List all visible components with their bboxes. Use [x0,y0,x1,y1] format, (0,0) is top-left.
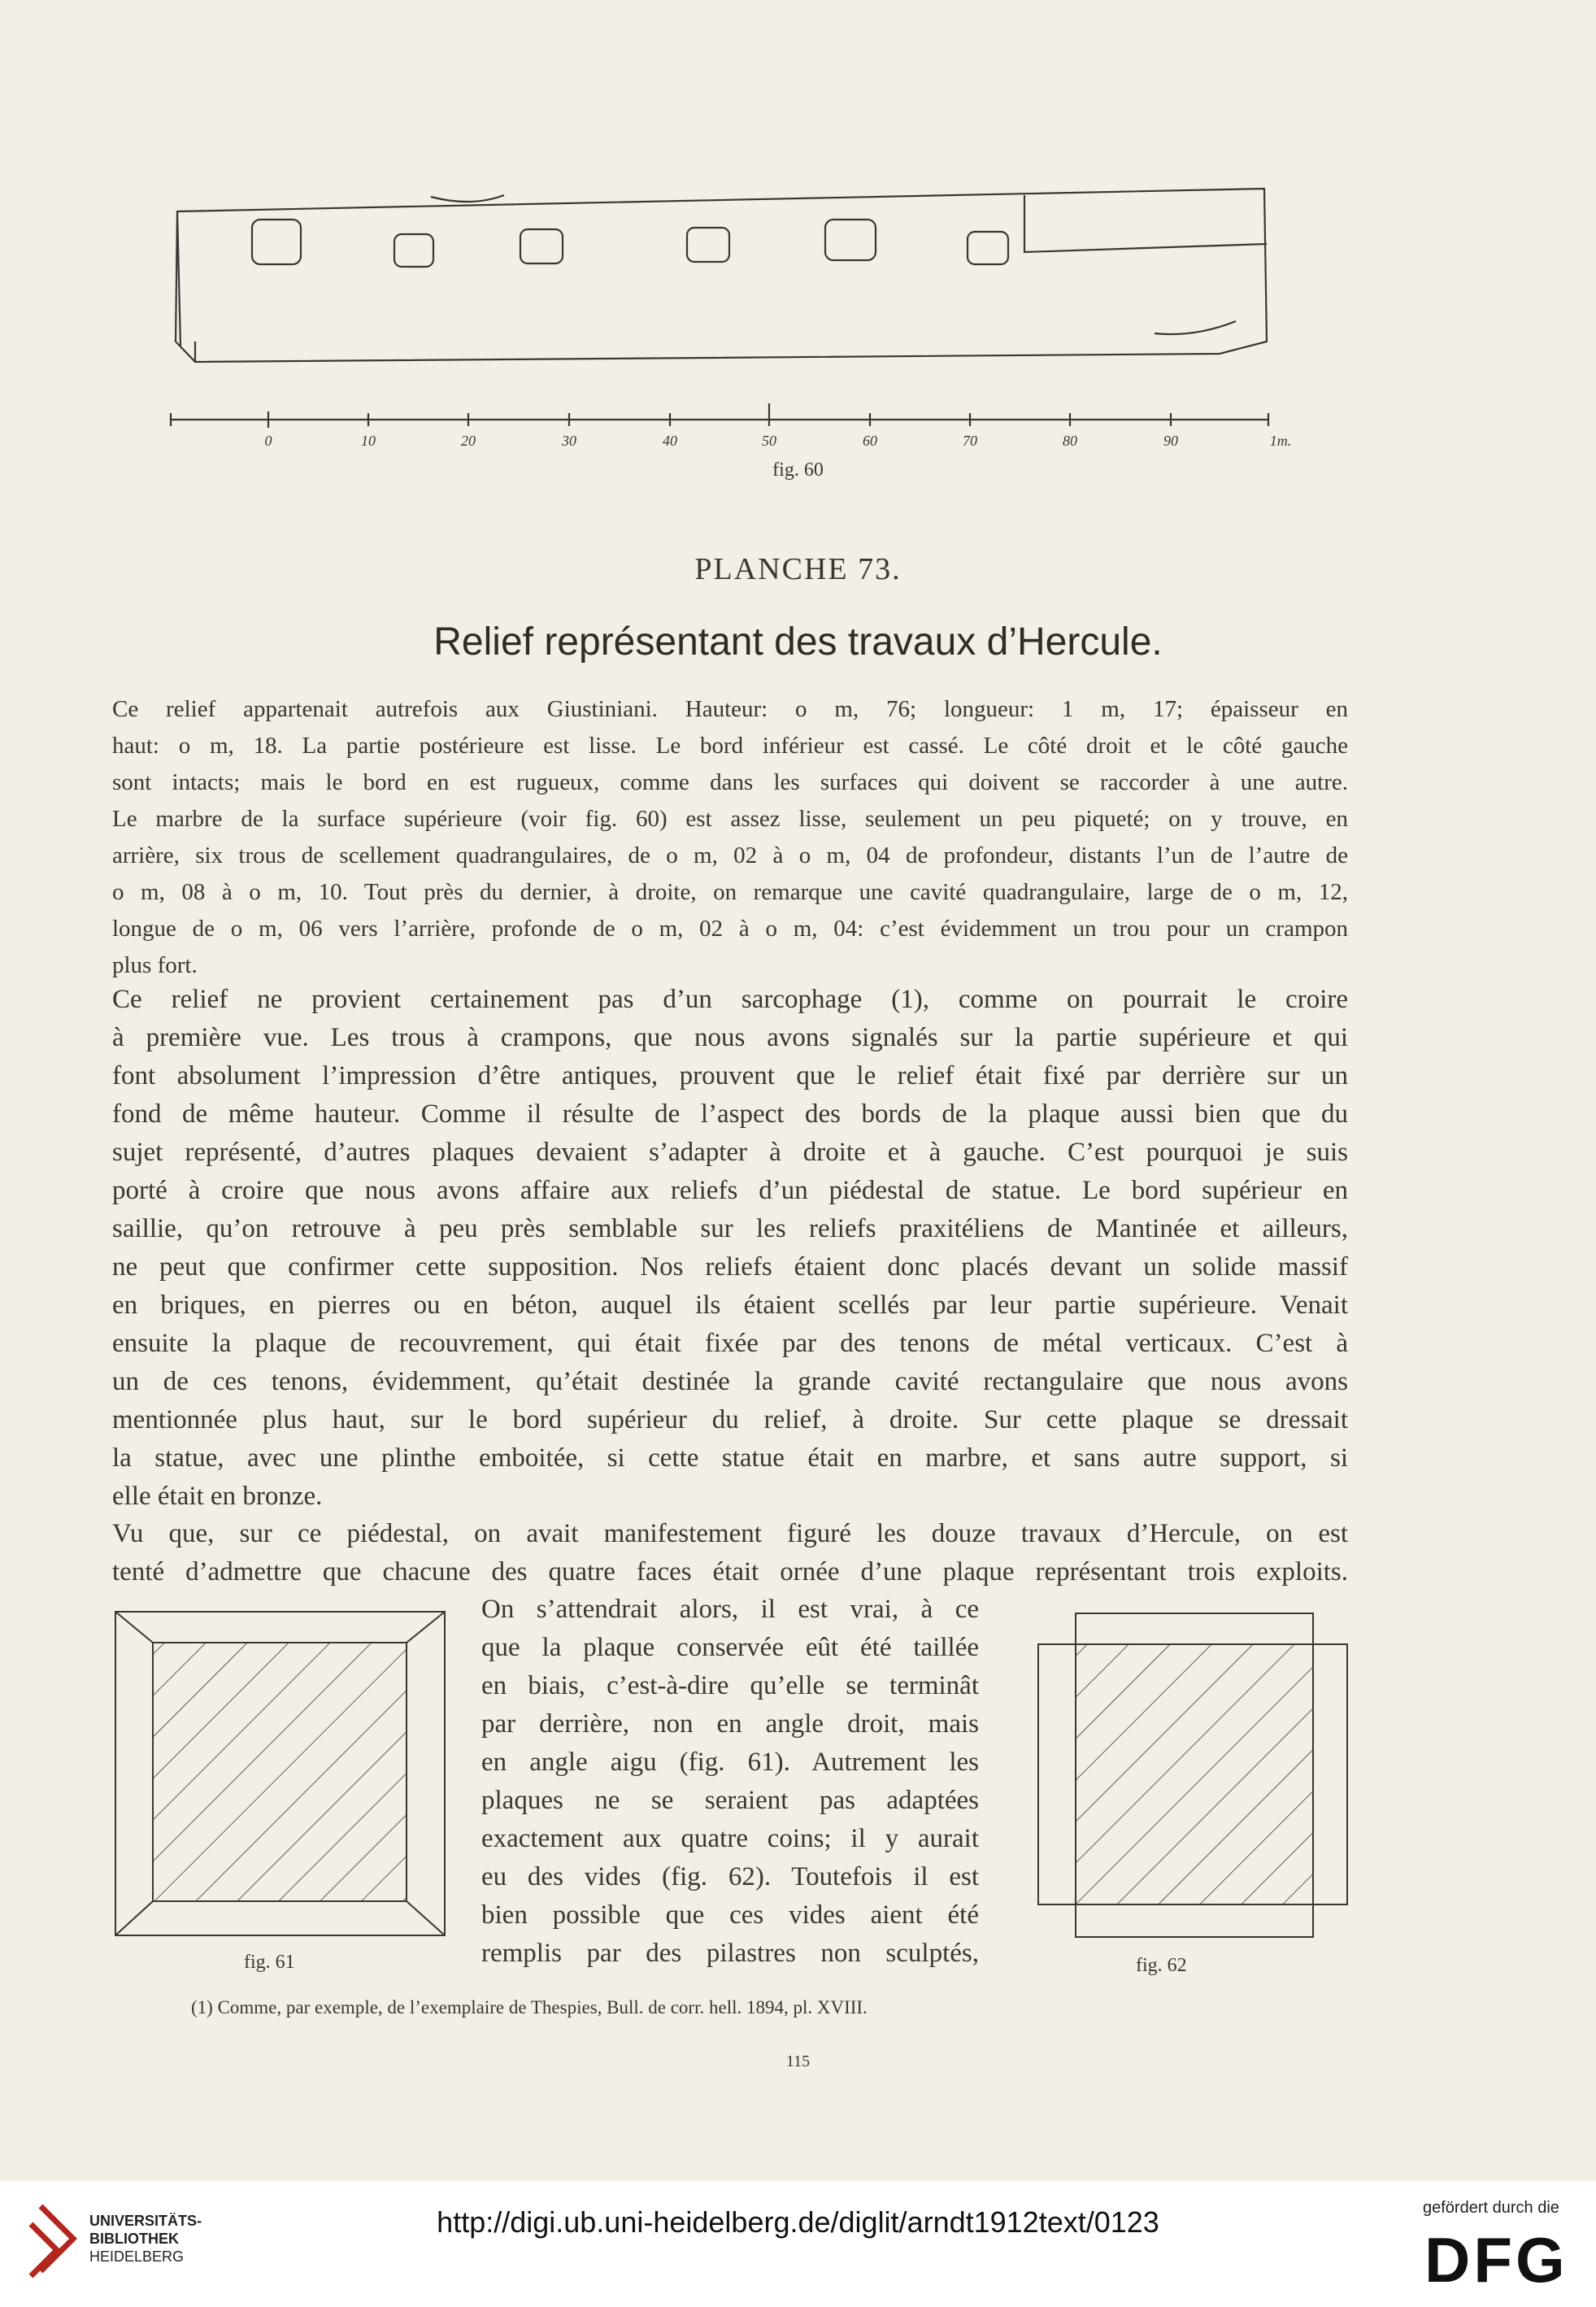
scale-label: 20 [461,433,476,449]
paragraph-4 [481,1591,979,1973]
para2-line: mentionnée plus haut, sur le bord supérieur du relief, à droite. Sur cette plaque se dressait [112,1405,1348,1434]
para2-line: Ce relief ne provient certainement pas d’un sarcophage (1), comme on pourrait le croire [112,985,1348,1014]
para4-line: en biais, c’est-à-dire qu’elle se terminât [481,1671,979,1700]
scale-label: 40 [663,433,677,449]
para4-line: par derrière, non en angle droit, mais [481,1709,979,1739]
para4-line: que la plaque conservée eût été taillée [481,1633,979,1662]
para2-line: ne peut que confirmer cette supposition. Nos reliefs étaient donc placés devant un solide massif [112,1252,1348,1282]
para2-line: porté à croire que nous avons affaire aux reliefs d’un piédestal de statue. Le bord supérieur en [112,1176,1348,1205]
scale-label: 30 [562,433,576,449]
para2-line: font absolument l’impression d’être antiques, prouvent que le relief était fixé par derrière sur un [112,1061,1348,1090]
para4-line: On s’attendrait alors, il est vrai, à ce [481,1595,979,1624]
fig60-drawing [163,179,1317,455]
planche-heading: PLANCHE 73. [694,552,902,586]
para1-line: o m, 08 à o m, 10. Tout près du dernier, à droite, on remarque une cavité quadrangulaire, large de o m, 12, [112,879,1348,905]
para1-line: haut: o m, 18. La partie postérieure est lisse. Le bord inférieur est cassé. Le côté droit et le côté gauche [112,733,1348,759]
scale-label: 90 [1163,433,1178,449]
library-line-2: BIBLIOTHEK [89,2231,179,2247]
library-line-3: HEIDELBERG [89,2248,185,2265]
para1-line: Ce relief appartenait autrefois aux Giustiniani. Hauteur: o m, 76; longueur: 1 m, 17; épaisseur en [112,696,1348,722]
para4-line: plaques ne se seraient pas adaptées [481,1786,979,1815]
para4-line: bien possible que ces vides aient été [481,1900,979,1930]
para1-line: sont intacts; mais le bord en est rugueux, comme dans les surfaces qui doivent se raccorder à une autre. [112,769,1348,795]
scale-label: 0 [264,433,272,449]
source-url-link[interactable]: http://digi.ub.uni-heidelberg.de/diglit/arndt1912text/0123 [437,2205,1159,2239]
fig62-drawing [1037,1612,1350,1941]
para1-line: plus fort. [112,952,198,978]
para2-line: sujet représenté, d’autres plaques devaient s’adapter à droite et à gauche. C’est pourquoi je suis [112,1138,1348,1167]
para3-line: tenté d’admettre que chacune des quatre faces était ornée d’une plaque représentant trois exploits. [112,1557,1348,1587]
para2-line: en briques, en pierres ou en béton, auquel ils étaient scellés par leur partie supérieure. Venait [112,1291,1348,1320]
para4-line: en angle aigu (fig. 61). Autrement les [481,1748,979,1777]
para2-line: fond de même hauteur. Comme il résulte de l’aspect des bords de la plaque aussi bien que du [112,1099,1348,1129]
dfg-logo[interactable]: DFG [1424,2224,1568,2296]
scale-label: 60 [863,433,877,449]
para2-line: saillie, qu’on retrouve à peu près semblable sur les reliefs praxitéliens de Mantinée et ailleurs, [112,1214,1348,1243]
para3-line: Vu que, sur ce piédestal, on avait manifestement figuré les douze travaux d’Hercule, on est [112,1519,1348,1548]
paragraph-1 [112,691,1348,984]
footnote: (1) Comme, par exemple, de l’exemplaire de Thespies, Bull. de corr. hell. 1894, pl. XVIII. [191,1997,868,2018]
scale-label: 70 [963,433,977,449]
para1-line: Le marbre de la surface supérieure (voir fig. 60) est assez lisse, seulement un peu piqueté; on y trouve, en [112,806,1348,832]
fig61-caption: fig. 61 [244,1952,295,1973]
para2-line: à première vue. Les trous à crampons, que nous avons signalés sur la partie supérieure et qui [112,1023,1348,1052]
scale-label: 50 [762,433,776,449]
fig62-caption: fig. 62 [1136,1955,1187,1976]
para2-line: la statue, avec une plinthe emboitée, si cette statue était en marbre, et sans autre support, si [112,1443,1348,1473]
para4-line: eu des vides (fig. 62). Toutefois il est [481,1862,979,1891]
page-number: 115 [785,2052,811,2070]
scale-label: 80 [1063,433,1077,449]
library-line-1: UNIVERSITÄTS- [89,2213,202,2229]
para2-line: elle était en bronze. [112,1482,323,1511]
para4-line: remplis par des pilastres non sculptés, [481,1939,979,1968]
para2-line: un de ces tenons, évidemment, qu’était destinée la grande cavité rectangulaire que nous avons [112,1367,1348,1396]
paragraph-2 [112,981,1348,1516]
para1-line: longue de o m, 06 vers l’arrière, profonde de o m, 02 à o m, 04: c’est évidemment un trou pour un crampon [112,916,1348,942]
paragraph-3 [112,1515,1348,1591]
page-title: Relief représentant des travaux d’Hercule. [433,620,1163,664]
fig60-caption: fig. 60 [772,459,824,481]
scale-label: 10 [361,433,376,449]
funded-by-label: gefördert durch die [1423,2199,1559,2217]
fig61-drawing [114,1610,447,1939]
para4-line: exactement aux quatre coins; il y aurait [481,1824,979,1853]
footer-bar [0,2181,1596,2307]
para1-line: arrière, six trous de scellement quadrangulaires, de o m, 02 à o m, 04 de profondeur, distants l’un de l’autre de [112,842,1348,868]
scale-label: 1m. [1269,433,1292,449]
para2-line: ensuite la plaque de recouvrement, qui était fixée par des tenons de métal verticaux. C’est à [112,1329,1348,1358]
